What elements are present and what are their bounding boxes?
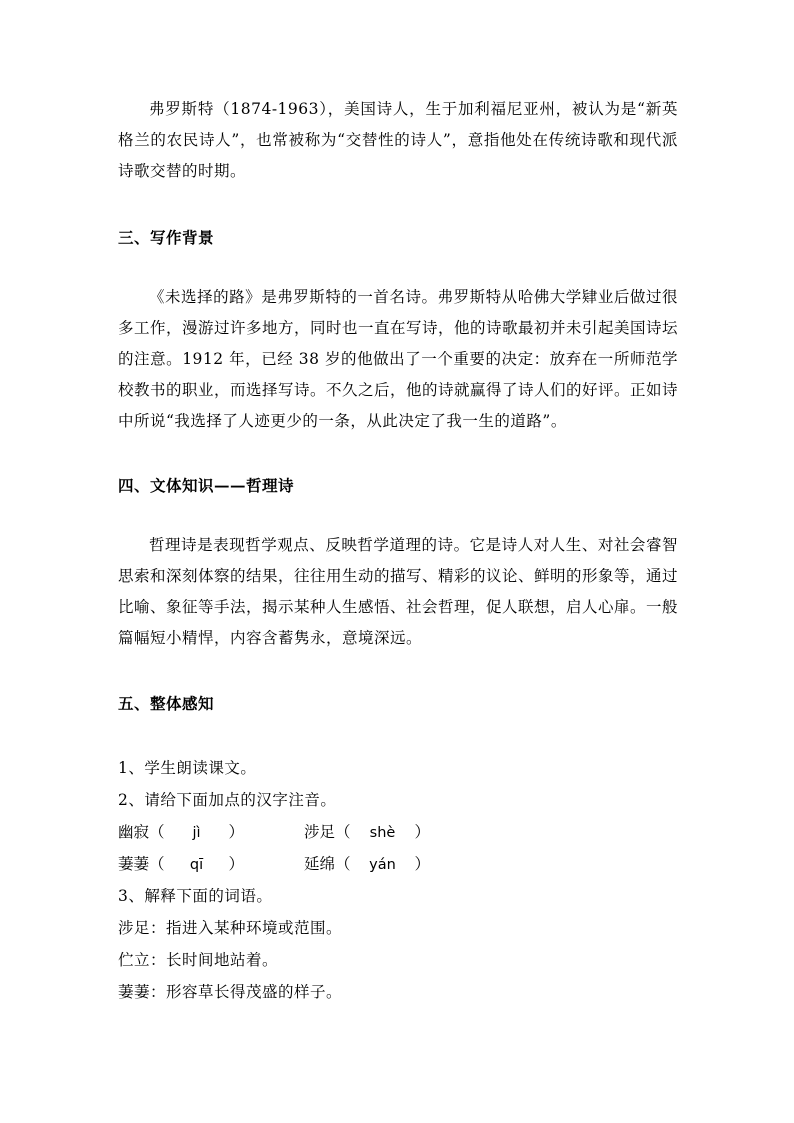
pinyin-close: ） — [414, 855, 431, 873]
pinyin-reading: yán — [369, 857, 396, 873]
pinyin-reading: jì — [192, 825, 201, 841]
pinyin-row — [118, 820, 718, 844]
author-intro-paragraph: 弗罗斯特（1874-1963），美国诗人，生于加利福尼亚州，被认为是“新英格兰的农民诗人”，也常被称为“交替性的诗人”，意指他处在传统诗歌和现代派诗歌交替的时期。 — [118, 100, 678, 180]
definition-item: 萋萋：形容草长得茂盛的样子。 — [118, 983, 343, 1001]
section3-heading: 三、写作背景 — [118, 228, 215, 247]
pinyin-word: 延绵（ — [304, 855, 351, 873]
pinyin-word: 萋萋（ — [118, 855, 165, 873]
pinyin-entry — [118, 820, 244, 842]
pinyin-close: ） — [228, 823, 245, 841]
pinyin-close: ） — [228, 855, 245, 873]
list-item: 1、学生朗读课文。 — [118, 759, 257, 777]
pinyin-entry — [118, 852, 244, 874]
list-item: 3、解释下面的词语。 — [118, 887, 273, 905]
list-item: 2、请给下面加点的汉字注音。 — [118, 791, 337, 809]
section4-heading: 四、文体知识——哲理诗 — [118, 476, 295, 495]
pinyin-word: 幽寂（ — [118, 823, 165, 841]
pinyin-entry — [304, 852, 430, 874]
definition-item: 涉足：指进入某种环境或范围。 — [118, 919, 343, 937]
section4-body: 哲理诗是表现哲学观点、反映哲学道理的诗。它是诗人对人生、对社会睿智思索和深刻体察的结果，往往用生动的描写、精彩的议论、鲜明的形象等，通过比喻、象征等手法，揭示某种人生感悟、社会哲理，促人联想，启人心扉。一般篇幅短小精悍，内容含蓄隽永，意境深远。 — [118, 536, 679, 647]
pinyin-word: 涉足（ — [304, 823, 351, 841]
section3-body: 《未选择的路》是弗罗斯特的一首名诗。弗罗斯特从哈佛大学肄业后做过很多工作，漫游过许多地方，同时也一直在写诗，他的诗歌最初并未引起美国诗坛的注意。1912 年，已经 38 岁的他做出了一个重要的决定：放弃在一所师范学校教书的职业，而选择写诗。不久之后，他的诗就赢得了诗人们的好评。正如诗中所说“我选择了人迹更少的一条，从此决定了我一生的道路”。 — [118, 288, 679, 430]
section5-heading: 五、整体感知 — [118, 694, 215, 713]
pinyin-reading: shè — [369, 825, 396, 841]
definition-item: 伫立：长时间地站着。 — [118, 951, 279, 969]
pinyin-close: ） — [414, 823, 431, 841]
pinyin-entry — [304, 820, 430, 842]
pinyin-reading: qī — [189, 857, 204, 873]
pinyin-row — [118, 852, 718, 876]
